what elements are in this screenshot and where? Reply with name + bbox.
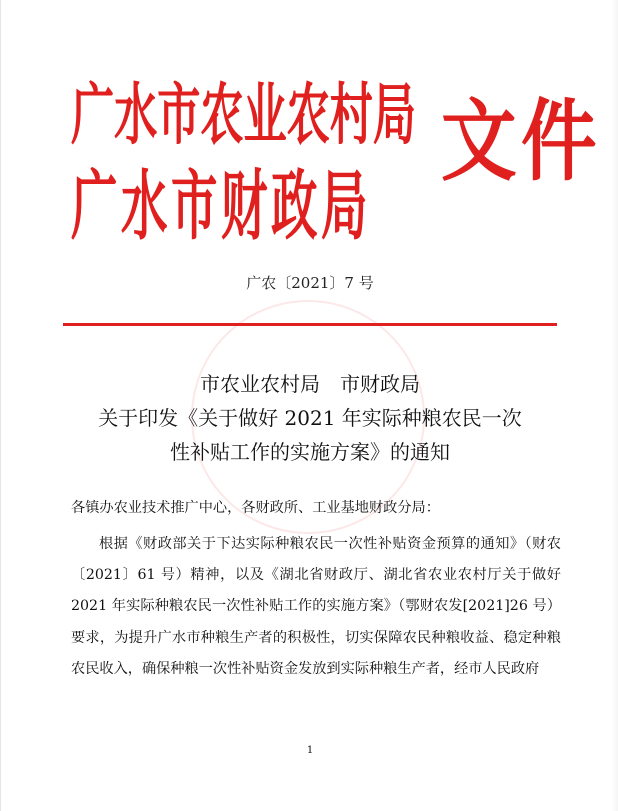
- title-line-2: 关于印发《关于做好 2021 年实际种粮农民一次: [98, 406, 522, 430]
- body-paragraph: 根据《财政部关于下达实际种粮农民一次性补贴资金预算的通知》（财农〔2021〕61 号）精神，以及《湖北省财政厅、湖北省农业农村厅关于做好 2021 年实际种粮农民一次性补贴工作的实施方案》（鄂财农发[2021]26 号）要求，为提升广水市种粮生产者的积极性，切实保障农民种粮收益、稳定种粮农民收入，确保种粮一次性补贴资金发放到实际种粮生产者，经市人民政府: [71, 536, 561, 677]
- document-number: 广农〔2021〕7 号: [246, 274, 374, 292]
- document-word: 文件: [441, 90, 602, 195]
- title-line-1: 市农业农村局 市财政局: [200, 372, 420, 396]
- salutation: 各镇办农业技术推广中心，各财政所、工业基地财政分局：: [71, 500, 440, 516]
- title-line-3: 性补贴工作的实施方案》的通知: [170, 440, 450, 464]
- page-number: 1: [306, 745, 314, 756]
- page-edge-shadow: [611, 0, 618, 811]
- red-divider-line: [63, 323, 557, 326]
- issuer-finance-bureau: 广水市财政局: [71, 162, 372, 251]
- document-header: [71, 50, 602, 251]
- issuer-agriculture-bureau: 广水市农业农村局: [71, 75, 416, 154]
